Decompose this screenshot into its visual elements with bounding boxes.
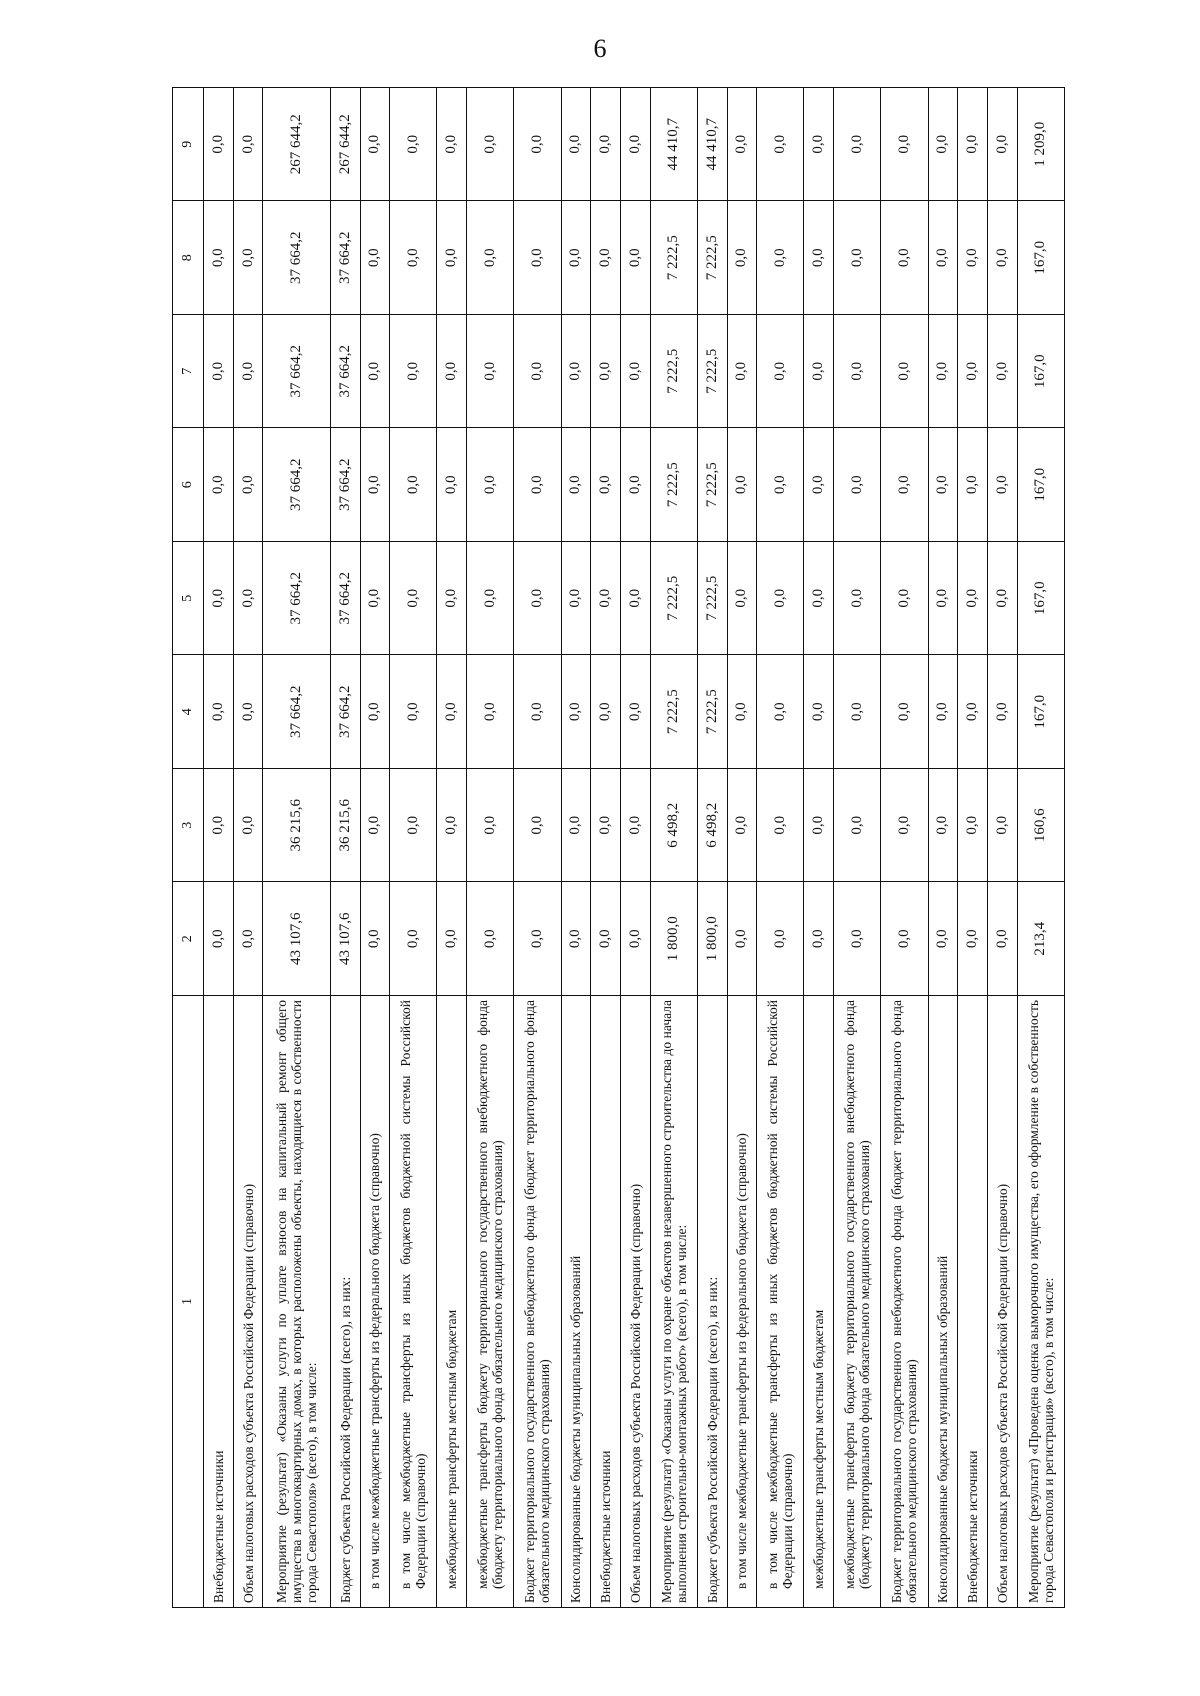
row-value: 0,0 xyxy=(727,201,757,315)
row-value: 0,0 xyxy=(727,88,757,202)
row-value: 37 664,2 xyxy=(330,428,360,542)
row-value: 44 410,7 xyxy=(650,88,697,202)
row-value: 0,0 xyxy=(204,201,234,315)
row-value: 0,0 xyxy=(561,769,591,883)
row-value: 0,0 xyxy=(928,769,958,883)
row-value: 0,0 xyxy=(390,315,437,429)
row-value: 0,0 xyxy=(591,315,621,429)
row-value: 0,0 xyxy=(958,655,988,769)
row-value: 0,0 xyxy=(757,655,804,769)
row-label: межбюджетные трансферты местным бюджетам xyxy=(437,996,467,1608)
row-value: 0,0 xyxy=(360,655,390,769)
column-header-4: 4 xyxy=(173,655,204,769)
row-label: в том числе межбюджетные трансферты из иных бюджетов бюджетной системы Российской Федерации (справочно) xyxy=(757,996,804,1608)
row-value: 0,0 xyxy=(881,201,928,315)
table-row xyxy=(757,88,804,1608)
row-label: Объем налоговых расходов субъекта Российской Федерации (справочно) xyxy=(987,996,1017,1608)
row-value: 7 222,5 xyxy=(650,542,697,656)
row-value: 0,0 xyxy=(987,769,1017,883)
row-value: 7 222,5 xyxy=(697,315,727,429)
row-label: Бюджет субъекта Российской Федерации (всего), из них: xyxy=(330,996,360,1608)
header-row xyxy=(173,88,204,1608)
row-label: межбюджетные трансферты бюджету территориального государственного внебюджетного фонда (бюджету территориального фонда обязательного медицинского страхования) xyxy=(467,996,514,1608)
row-value: 0,0 xyxy=(958,769,988,883)
table-body xyxy=(204,88,1065,1608)
row-value: 0,0 xyxy=(727,655,757,769)
row-value: 0,0 xyxy=(804,201,834,315)
row-value: 0,0 xyxy=(437,428,467,542)
row-value: 0,0 xyxy=(834,315,881,429)
row-value: 0,0 xyxy=(958,882,988,996)
row-value: 0,0 xyxy=(204,542,234,656)
table-row xyxy=(620,88,650,1608)
row-label: Внебюджетные источники xyxy=(591,996,621,1608)
row-value: 0,0 xyxy=(467,315,514,429)
table-row xyxy=(958,88,988,1608)
table-row xyxy=(650,88,697,1608)
row-value: 0,0 xyxy=(757,88,804,202)
table-row xyxy=(360,88,390,1608)
row-value: 0,0 xyxy=(514,542,561,656)
row-value: 0,0 xyxy=(467,428,514,542)
row-value: 0,0 xyxy=(928,542,958,656)
row-value: 7 222,5 xyxy=(650,428,697,542)
row-value: 37 664,2 xyxy=(330,201,360,315)
row-value: 0,0 xyxy=(727,542,757,656)
row-value: 0,0 xyxy=(987,542,1017,656)
table-row xyxy=(437,88,467,1608)
row-value: 0,0 xyxy=(204,655,234,769)
row-value: 0,0 xyxy=(834,428,881,542)
row-value: 0,0 xyxy=(467,542,514,656)
row-value: 0,0 xyxy=(591,542,621,656)
table-row xyxy=(233,88,263,1608)
row-value: 0,0 xyxy=(591,88,621,202)
row-value: 0,0 xyxy=(514,428,561,542)
row-value: 0,0 xyxy=(757,542,804,656)
table-row xyxy=(330,88,360,1608)
row-value: 0,0 xyxy=(757,882,804,996)
row-value: 37 664,2 xyxy=(263,428,330,542)
row-value: 0,0 xyxy=(620,88,650,202)
table-row xyxy=(390,88,437,1608)
row-label: в том числе межбюджетные трансферты из иных бюджетов бюджетной системы Российской Федерации (справочно) xyxy=(390,996,437,1608)
row-label: в том числе межбюджетные трансферты из федерального бюджета (справочно) xyxy=(360,996,390,1608)
row-value: 0,0 xyxy=(757,428,804,542)
table-row xyxy=(591,88,621,1608)
row-value: 0,0 xyxy=(204,88,234,202)
row-value: 0,0 xyxy=(958,201,988,315)
row-value: 0,0 xyxy=(757,315,804,429)
row-label: Внебюджетные источники xyxy=(958,996,988,1608)
row-value: 0,0 xyxy=(561,201,591,315)
row-value: 0,0 xyxy=(620,882,650,996)
row-label: Мероприятие (результат) «Оказаны услуги по уплате взносов на капитальный ремонт общего имущества в многоквартирных домах, в которых расположены объекты, находящиеся в собственности города Севастополя» (всего), в том числе: xyxy=(263,996,330,1608)
row-value: 0,0 xyxy=(514,655,561,769)
row-value: 1 800,0 xyxy=(697,882,727,996)
table-row xyxy=(561,88,591,1608)
row-label: Бюджет субъекта Российской Федерации (всего), из них: xyxy=(697,996,727,1608)
row-value: 160,6 xyxy=(1017,769,1064,883)
row-value: 167,0 xyxy=(1017,655,1064,769)
row-value: 0,0 xyxy=(591,428,621,542)
row-label: в том числе межбюджетные трансферты из федерального бюджета (справочно) xyxy=(727,996,757,1608)
row-value: 0,0 xyxy=(561,882,591,996)
row-label: Консолидированные бюджеты муниципальных образований xyxy=(561,996,591,1608)
row-value: 0,0 xyxy=(620,315,650,429)
row-value: 0,0 xyxy=(561,655,591,769)
column-header-9: 9 xyxy=(173,88,204,202)
row-value: 43 107,6 xyxy=(330,882,360,996)
table-row xyxy=(804,88,834,1608)
row-label: Бюджет территориального государственного внебюджетного фонда (бюджет территориального фонда обязательного медицинского страхования) xyxy=(881,996,928,1608)
row-value: 0,0 xyxy=(987,655,1017,769)
row-value: 0,0 xyxy=(437,315,467,429)
row-value: 0,0 xyxy=(561,542,591,656)
rotated-table-container xyxy=(172,88,1065,1608)
row-value: 0,0 xyxy=(757,201,804,315)
column-header-6: 6 xyxy=(173,428,204,542)
row-value: 0,0 xyxy=(514,769,561,883)
row-value: 0,0 xyxy=(467,882,514,996)
column-header-8: 8 xyxy=(173,201,204,315)
row-value: 0,0 xyxy=(233,428,263,542)
row-label: Консолидированные бюджеты муниципальных образований xyxy=(928,996,958,1608)
row-value: 267 644,2 xyxy=(330,88,360,202)
row-value: 0,0 xyxy=(928,315,958,429)
row-value: 0,0 xyxy=(834,655,881,769)
row-value: 37 664,2 xyxy=(330,315,360,429)
row-value: 0,0 xyxy=(467,769,514,883)
row-value: 0,0 xyxy=(437,542,467,656)
row-value: 0,0 xyxy=(804,315,834,429)
row-value: 0,0 xyxy=(881,655,928,769)
row-value: 0,0 xyxy=(514,201,561,315)
row-value: 0,0 xyxy=(360,769,390,883)
row-value: 1 209,0 xyxy=(1017,88,1064,202)
row-value: 0,0 xyxy=(437,769,467,883)
row-value: 0,0 xyxy=(804,542,834,656)
row-value: 0,0 xyxy=(561,88,591,202)
column-header-3: 3 xyxy=(173,769,204,883)
row-value: 7 222,5 xyxy=(697,655,727,769)
row-value: 0,0 xyxy=(233,769,263,883)
row-value: 0,0 xyxy=(804,88,834,202)
row-value: 0,0 xyxy=(514,882,561,996)
row-value: 36 215,6 xyxy=(263,769,330,883)
table-row xyxy=(467,88,514,1608)
table-row xyxy=(727,88,757,1608)
row-label: Мероприятие (результат) «Оказаны услуги по охране объектов незавершенного строительства до начала выполнения строительно-монтажных работ» (всего), в том числе: xyxy=(650,996,697,1608)
table-row xyxy=(263,88,330,1608)
table-row xyxy=(987,88,1017,1608)
row-value: 0,0 xyxy=(928,882,958,996)
row-value: 0,0 xyxy=(390,201,437,315)
row-value: 0,0 xyxy=(958,428,988,542)
row-value: 167,0 xyxy=(1017,542,1064,656)
row-value: 0,0 xyxy=(390,88,437,202)
table-row xyxy=(834,88,881,1608)
row-value: 0,0 xyxy=(834,882,881,996)
row-value: 0,0 xyxy=(987,88,1017,202)
row-value: 0,0 xyxy=(881,882,928,996)
row-value: 0,0 xyxy=(727,315,757,429)
row-value: 0,0 xyxy=(204,315,234,429)
row-value: 0,0 xyxy=(881,428,928,542)
row-value: 0,0 xyxy=(233,201,263,315)
row-value: 37 664,2 xyxy=(330,655,360,769)
row-value: 0,0 xyxy=(620,201,650,315)
page-number: 6 xyxy=(593,34,607,63)
row-label: Внебюджетные источники xyxy=(204,996,234,1608)
row-value: 0,0 xyxy=(987,882,1017,996)
row-value: 0,0 xyxy=(204,882,234,996)
row-label: Объем налоговых расходов субъекта Российской Федерации (справочно) xyxy=(620,996,650,1608)
row-value: 167,0 xyxy=(1017,201,1064,315)
column-header-7: 7 xyxy=(173,315,204,429)
row-label: межбюджетные трансферты местным бюджетам xyxy=(804,996,834,1608)
row-value: 0,0 xyxy=(561,315,591,429)
row-value: 0,0 xyxy=(233,542,263,656)
row-value: 0,0 xyxy=(804,882,834,996)
row-value: 0,0 xyxy=(360,428,390,542)
row-value: 0,0 xyxy=(233,315,263,429)
row-value: 0,0 xyxy=(620,655,650,769)
row-value: 167,0 xyxy=(1017,428,1064,542)
row-value: 0,0 xyxy=(591,769,621,883)
row-value: 0,0 xyxy=(804,769,834,883)
row-value: 0,0 xyxy=(804,428,834,542)
row-value: 0,0 xyxy=(437,201,467,315)
row-value: 0,0 xyxy=(881,88,928,202)
table-row xyxy=(928,88,958,1608)
row-value: 6 498,2 xyxy=(697,769,727,883)
row-value: 0,0 xyxy=(467,655,514,769)
row-value: 267 644,2 xyxy=(263,88,330,202)
row-value: 0,0 xyxy=(360,88,390,202)
row-value: 37 664,2 xyxy=(263,201,330,315)
row-label: Бюджет территориального государственного внебюджетного фонда (бюджет территориального фонда обязательного медицинского страхования) xyxy=(514,996,561,1608)
row-value: 0,0 xyxy=(881,769,928,883)
row-value: 0,0 xyxy=(467,88,514,202)
row-value: 0,0 xyxy=(360,201,390,315)
row-label: межбюджетные трансферты бюджету территориального государственного внебюджетного фонда (бюджету территориального фонда обязательного медицинского страхования) xyxy=(834,996,881,1608)
row-value: 0,0 xyxy=(620,769,650,883)
row-value: 43 107,6 xyxy=(263,882,330,996)
row-value: 0,0 xyxy=(834,201,881,315)
row-value: 44 410,7 xyxy=(697,88,727,202)
row-value: 1 800,0 xyxy=(650,882,697,996)
column-header-1: 1 xyxy=(173,996,204,1608)
row-value: 37 664,2 xyxy=(263,655,330,769)
row-label: Мероприятие (результат) «Проведена оценка выморочного имущества, его оформление в собственность города Севастополя и регистрация» (всего), в том числе: xyxy=(1017,996,1064,1608)
row-value: 0,0 xyxy=(834,88,881,202)
row-value: 0,0 xyxy=(390,655,437,769)
row-value: 0,0 xyxy=(620,542,650,656)
row-value: 37 664,2 xyxy=(263,542,330,656)
row-value: 0,0 xyxy=(987,428,1017,542)
row-value: 7 222,5 xyxy=(650,315,697,429)
row-value: 0,0 xyxy=(987,201,1017,315)
row-value: 0,0 xyxy=(591,655,621,769)
column-header-2: 2 xyxy=(173,882,204,996)
table-row xyxy=(514,88,561,1608)
budget-table xyxy=(172,87,1065,1608)
row-value: 0,0 xyxy=(390,428,437,542)
row-value: 0,0 xyxy=(467,201,514,315)
row-value: 0,0 xyxy=(987,315,1017,429)
row-value: 0,0 xyxy=(437,882,467,996)
row-value: 0,0 xyxy=(727,769,757,883)
row-value: 0,0 xyxy=(561,428,591,542)
row-value: 0,0 xyxy=(514,315,561,429)
row-value: 0,0 xyxy=(928,428,958,542)
row-value: 7 222,5 xyxy=(697,542,727,656)
row-value: 0,0 xyxy=(757,769,804,883)
row-value: 0,0 xyxy=(834,542,881,656)
row-value: 7 222,5 xyxy=(650,655,697,769)
row-value: 0,0 xyxy=(804,655,834,769)
row-value: 36 215,6 xyxy=(330,769,360,883)
table-row xyxy=(1017,88,1064,1608)
row-value: 0,0 xyxy=(928,655,958,769)
row-value: 0,0 xyxy=(390,882,437,996)
row-value: 213,4 xyxy=(1017,882,1064,996)
row-value: 0,0 xyxy=(514,88,561,202)
row-value: 0,0 xyxy=(727,882,757,996)
row-value: 167,0 xyxy=(1017,315,1064,429)
row-value: 0,0 xyxy=(437,655,467,769)
row-value: 0,0 xyxy=(390,769,437,883)
row-label: Объем налоговых расходов субъекта Российской Федерации (справочно) xyxy=(233,996,263,1608)
row-value: 0,0 xyxy=(591,882,621,996)
row-value: 0,0 xyxy=(204,769,234,883)
row-value: 0,0 xyxy=(233,88,263,202)
row-value: 0,0 xyxy=(958,88,988,202)
row-value: 0,0 xyxy=(360,882,390,996)
row-value: 0,0 xyxy=(958,542,988,656)
table-row xyxy=(204,88,234,1608)
row-value: 0,0 xyxy=(958,315,988,429)
row-value: 0,0 xyxy=(233,882,263,996)
row-value: 37 664,2 xyxy=(330,542,360,656)
row-value: 37 664,2 xyxy=(263,315,330,429)
row-value: 0,0 xyxy=(620,428,650,542)
row-value: 0,0 xyxy=(834,769,881,883)
row-value: 0,0 xyxy=(881,315,928,429)
row-value: 0,0 xyxy=(390,542,437,656)
row-value: 0,0 xyxy=(233,655,263,769)
row-value: 0,0 xyxy=(727,428,757,542)
row-value: 0,0 xyxy=(360,315,390,429)
table-row xyxy=(881,88,928,1608)
column-header-5: 5 xyxy=(173,542,204,656)
row-value: 0,0 xyxy=(360,542,390,656)
row-value: 0,0 xyxy=(204,428,234,542)
row-value: 7 222,5 xyxy=(650,201,697,315)
row-value: 0,0 xyxy=(437,88,467,202)
row-value: 7 222,5 xyxy=(697,201,727,315)
row-value: 0,0 xyxy=(591,201,621,315)
row-value: 0,0 xyxy=(881,542,928,656)
row-value: 0,0 xyxy=(928,88,958,202)
row-value: 0,0 xyxy=(928,201,958,315)
row-value: 6 498,2 xyxy=(650,769,697,883)
row-value: 7 222,5 xyxy=(697,428,727,542)
table-row xyxy=(697,88,727,1608)
